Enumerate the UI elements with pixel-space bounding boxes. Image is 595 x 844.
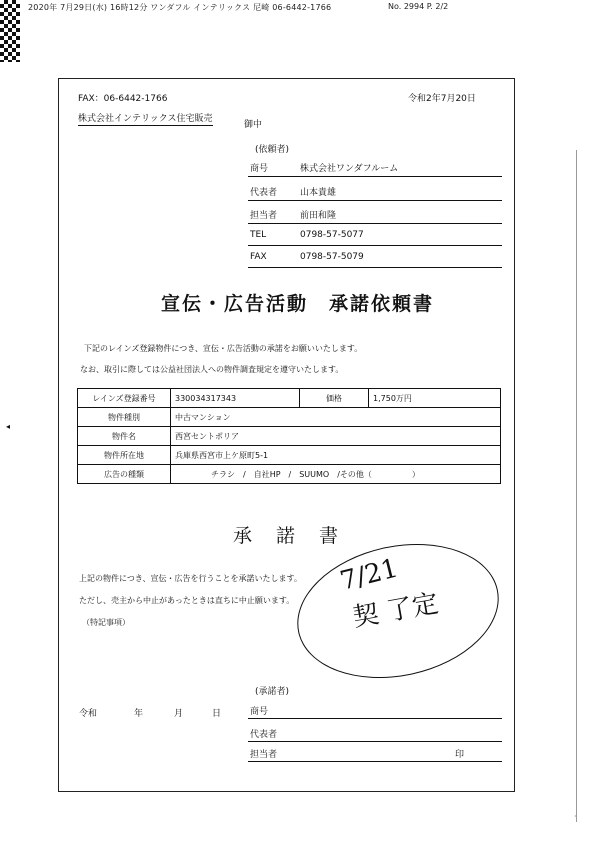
- fax-number: FAX：06-6442-1766: [78, 94, 168, 104]
- table-header-cell: 物件所在地: [78, 446, 171, 465]
- sender-label: 商号: [250, 164, 269, 174]
- approval-title: 承諾書: [232, 525, 362, 547]
- table-row: [78, 408, 501, 427]
- table-header-cell: 価格: [300, 389, 369, 408]
- seal-mark: 印: [455, 750, 465, 760]
- sender-value: 山本貴雄: [300, 188, 337, 198]
- sender-label: 代表者: [250, 188, 278, 198]
- sig-label: 代表者: [250, 730, 278, 740]
- consenter-title: (承諾者): [255, 687, 290, 697]
- sender-label: TEL: [250, 230, 267, 240]
- sender-label: FAX: [250, 252, 267, 262]
- table-value-cell: 西宮セントポリア: [171, 427, 501, 446]
- table-value-cell: 1,750万円: [369, 389, 501, 408]
- table-row: [78, 446, 501, 465]
- scan-edge-mark: ·: [574, 812, 577, 821]
- document-date: 令和2年7月20日: [408, 94, 476, 104]
- fax-transmission-header: 2020年 7月29日(水) 16時12分 ワンダフル インテリックス 尼崎 06-6442-1766: [28, 3, 332, 12]
- sender-value: 0798-57-5079: [300, 252, 364, 262]
- sender-row-fax: [248, 249, 502, 268]
- handwritten-note: 契 了定: [350, 588, 441, 634]
- property-info-table: [77, 388, 501, 484]
- fax-registration-mark: [0, 0, 20, 62]
- sig-line-representative: [248, 725, 502, 742]
- sender-value: 株式会社ワンダフルーム: [300, 164, 399, 174]
- margin-mark: ◂: [6, 422, 11, 431]
- table-value-cell: 中古マンション: [171, 408, 501, 427]
- sig-label: 担当者: [250, 750, 278, 760]
- recipient-suffix: 御中: [244, 120, 263, 130]
- date-era: 令和: [79, 709, 98, 719]
- table-header-cell: 広告の種類: [78, 465, 171, 484]
- table-row: [78, 389, 501, 408]
- sender-value: 前田和隆: [300, 211, 337, 221]
- sig-line-company: [248, 702, 502, 719]
- request-text-line2: なお、取引に際しては公益社団法人への物件調査規定を遵守いたします。: [80, 365, 344, 374]
- table-header-cell: レインズ登録番号: [78, 389, 171, 408]
- table-value-cell: 330034317343: [171, 389, 300, 408]
- date-day: 日: [212, 709, 222, 719]
- recipient-name: 株式会社インテリックス住宅販売: [78, 111, 213, 126]
- table-row: [78, 427, 501, 446]
- table-value-cell: 兵庫県西宮市上ケ原町5-1: [171, 446, 501, 465]
- sender-row-person: [248, 205, 502, 224]
- sender-label: 担当者: [250, 211, 278, 221]
- table-value-cell: チラシ / 自社HP / SUUMO /その他（ ）: [171, 465, 501, 484]
- sender-row-representative: [248, 182, 502, 201]
- table-row: [78, 465, 501, 484]
- sender-row-tel: [248, 227, 502, 246]
- date-month: 月: [174, 709, 184, 719]
- table-header-cell: 物件種別: [78, 408, 171, 427]
- sender-row-company: [248, 158, 502, 177]
- sender-value: 0798-57-5077: [300, 230, 364, 240]
- sig-label: 商号: [250, 707, 269, 717]
- scan-edge: [576, 150, 577, 822]
- table-header-cell: 物件名: [78, 427, 171, 446]
- handwritten-date: 7/21: [337, 553, 402, 597]
- request-text-line1: 下記のレインズ登録物件につき、宣伝・広告活動の承諾をお願いいたします。: [84, 344, 363, 353]
- approval-line1: 上記の物件につき、宣伝・広告を行うことを承諾いたします。: [79, 574, 302, 583]
- sender-title: (依頼者): [255, 145, 290, 155]
- special-notes-label: （特記事項）: [82, 618, 130, 627]
- approval-line2: ただし、売主から中止があったときは直ちに中止願います。: [79, 596, 295, 605]
- main-title: 宣伝・広告活動 承諾依頼書: [160, 293, 434, 315]
- fax-page-info: No. 2994 P. 2/2: [388, 2, 449, 11]
- date-year: 年: [134, 709, 144, 719]
